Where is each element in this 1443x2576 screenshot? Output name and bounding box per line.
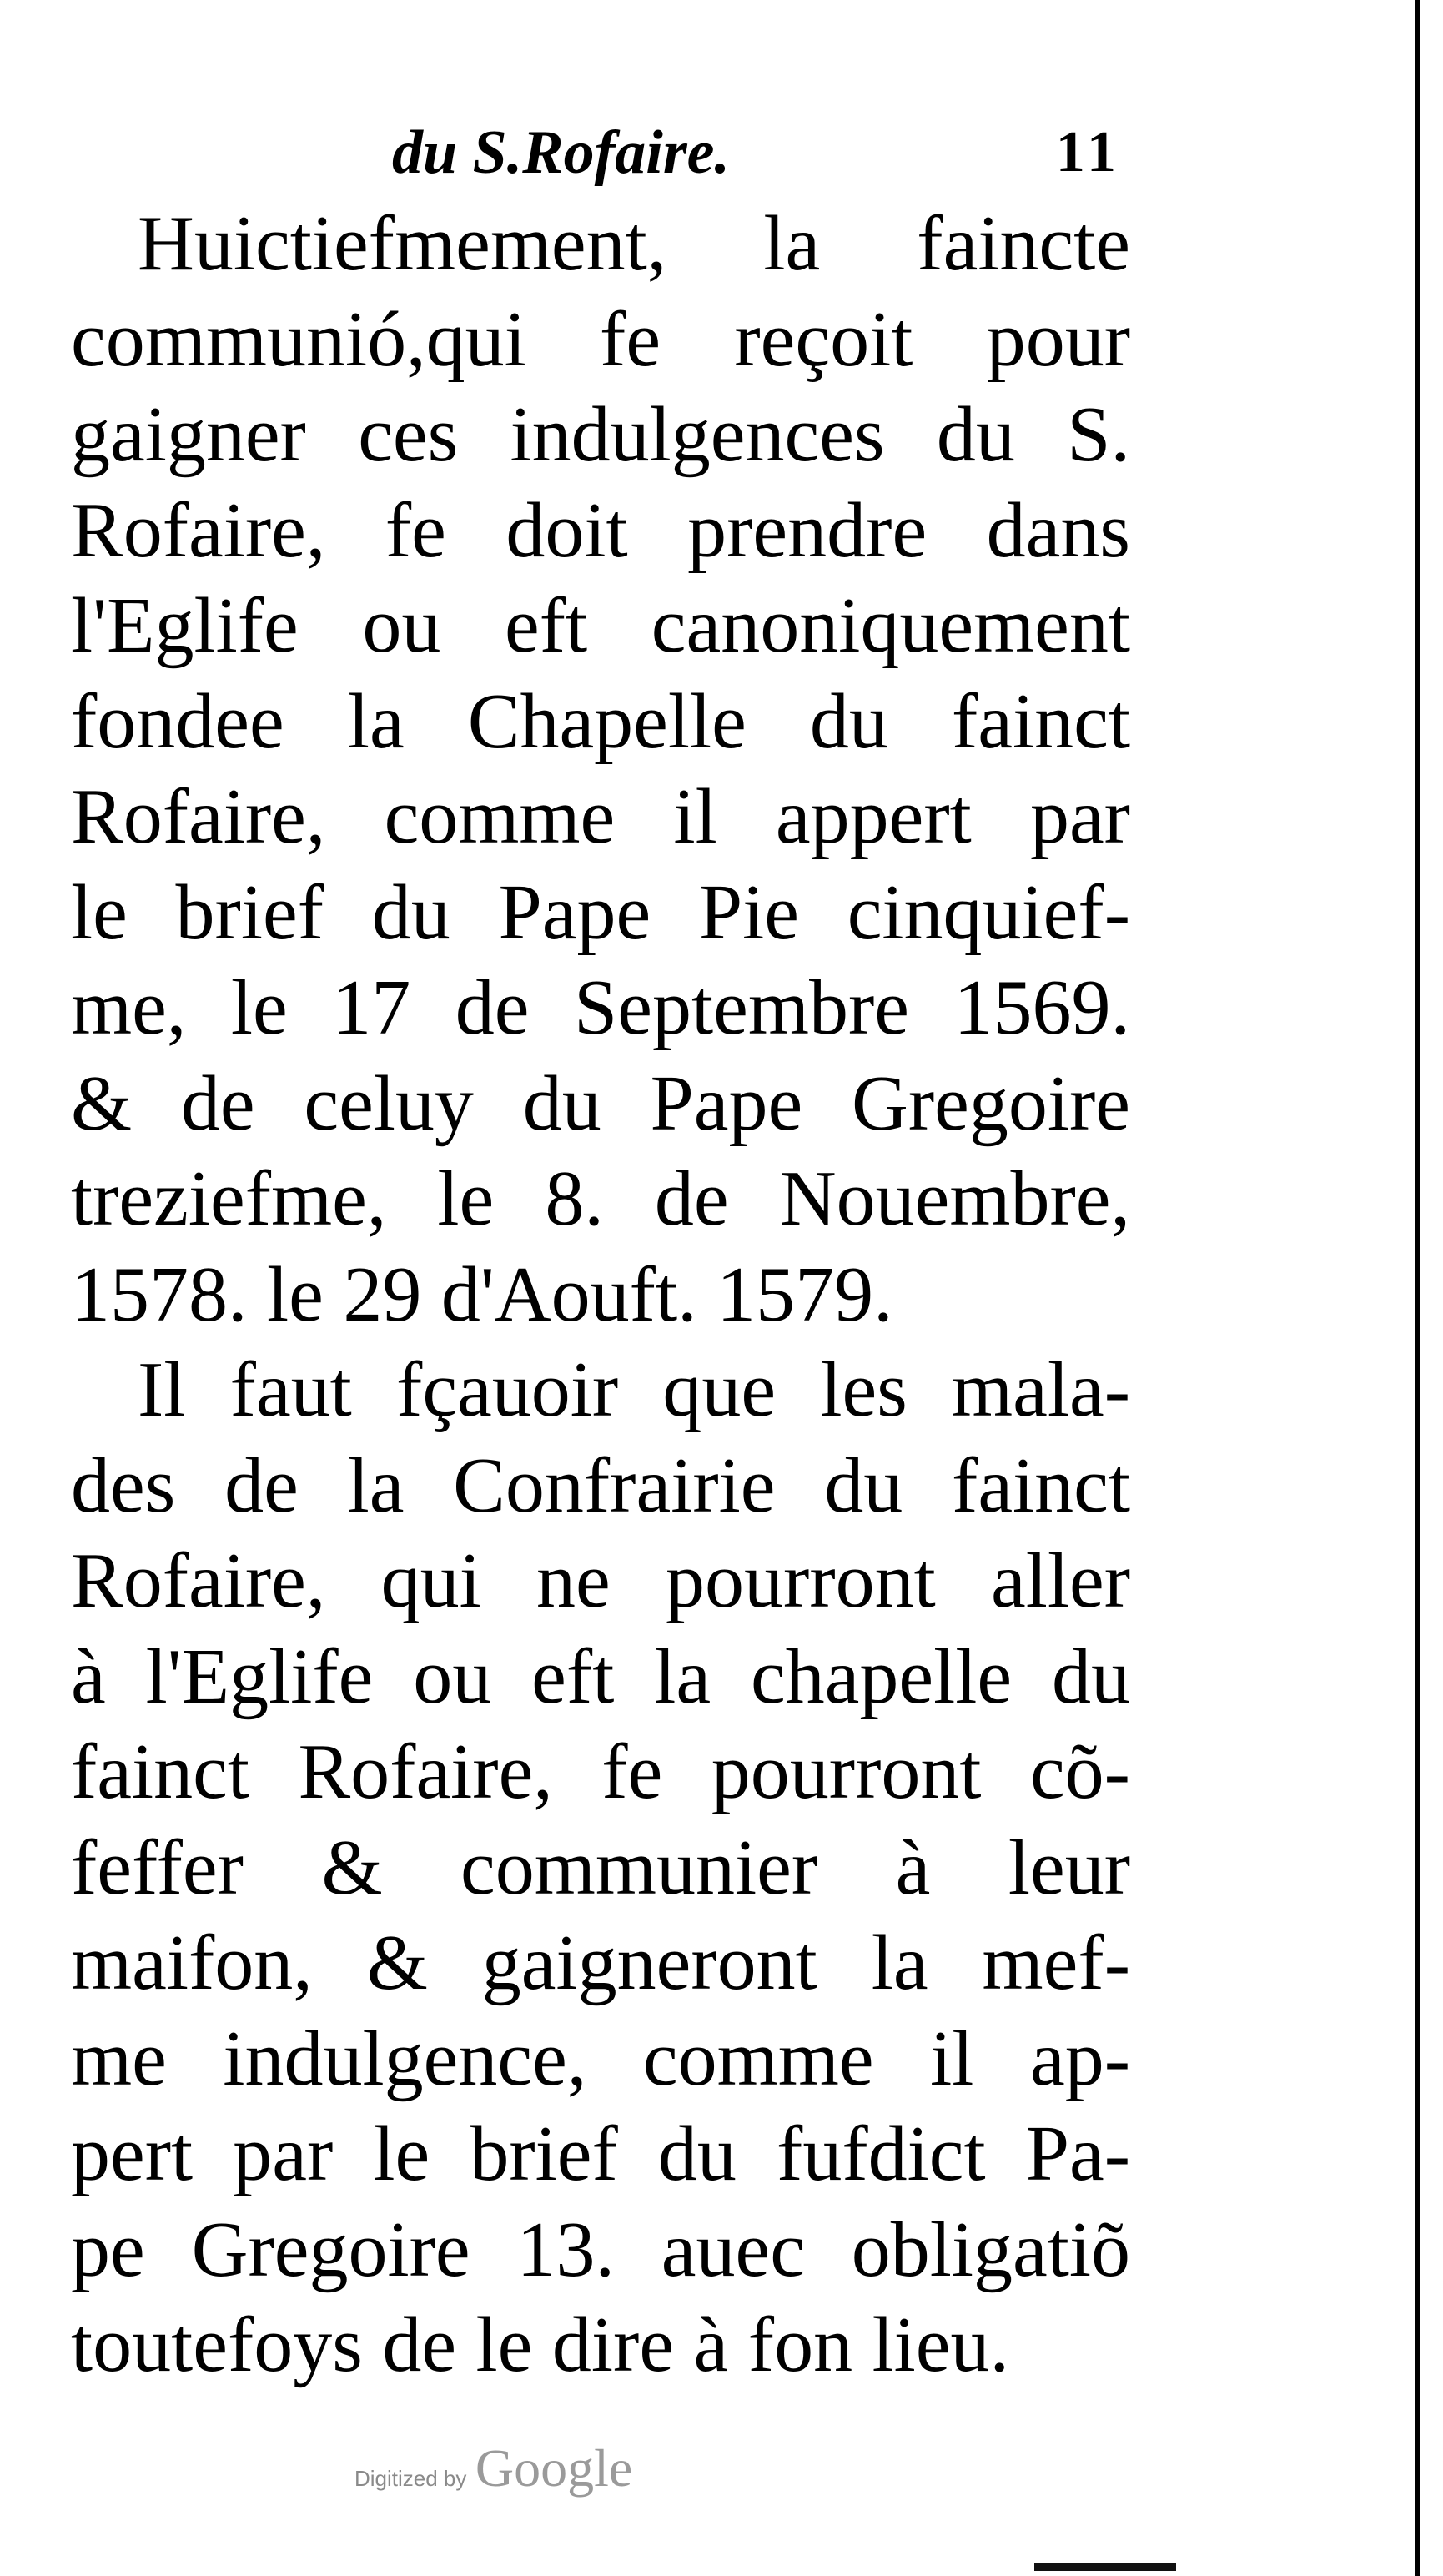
- text-line: Rofaire, comme il appert par: [71, 773, 1130, 860]
- text-line: Il faut fçauoir que les mala-: [138, 1346, 1130, 1433]
- text-line: pert par le brief du fufdict Pa-: [71, 2111, 1130, 2197]
- text-line: fainct Rofaire, fe pourront cõ-: [71, 1728, 1130, 1815]
- text-line: fondee la Chapelle du fainct: [71, 677, 1130, 765]
- text-line: le brief du Pape Pie cinquief-: [71, 868, 1130, 956]
- text-line: l'Eglife ou eft canoniquement: [71, 582, 1130, 669]
- text-line: Rofaire, fe doit prendre dans: [71, 486, 1130, 574]
- digitized-by-watermark: [354, 2438, 632, 2513]
- body-text: [71, 196, 1130, 2393]
- text-line: pe Gregoire 13. auec obligatiõ: [71, 2206, 1130, 2293]
- page-number: 11: [1055, 120, 1121, 184]
- text-line: des de la Confrairie du fainct: [71, 1441, 1130, 1529]
- text-line: 1578. le 29 d'Aouft. 1579.: [71, 1250, 893, 1338]
- running-head: du S.Rofaire.: [392, 118, 731, 187]
- text-line: treziefme, le 8. de Nouembre,: [71, 1155, 1130, 1242]
- text-line: & de celuy du Pape Gregoire: [71, 1059, 1130, 1147]
- page-edge-shadow: [1415, 0, 1420, 2576]
- text-line: feffer & communier à leur: [71, 1824, 1130, 1911]
- digitized-by-label: Digitized by: [354, 2466, 467, 2491]
- text-line: me, le 17 de Septembre 1569.: [71, 964, 1130, 1051]
- paragraph-2: [71, 1342, 1130, 2393]
- google-logo: Google: [475, 2438, 633, 2498]
- page-bottom-mark: [1034, 2563, 1176, 2571]
- text-line: Rofaire, qui ne pourront aller: [71, 1537, 1130, 1624]
- text-line: à l'Eglife ou eft la chapelle du: [71, 1633, 1130, 1720]
- text-line: maifon, & gaigneront la mef-: [71, 1919, 1130, 2006]
- paragraph-1: [71, 196, 1130, 1342]
- text-line: toutefoys de le dire à fon lieu.: [71, 2302, 1010, 2388]
- text-line: me indulgence, comme il ap-: [71, 2015, 1130, 2102]
- text-line: Huictiefmement, la faincte: [138, 200, 1130, 287]
- text-line: gaigner ces indulgences du S.: [71, 391, 1130, 478]
- text-line: communió,qui fe reçoit pour: [71, 295, 1130, 383]
- page-header: [392, 107, 1134, 199]
